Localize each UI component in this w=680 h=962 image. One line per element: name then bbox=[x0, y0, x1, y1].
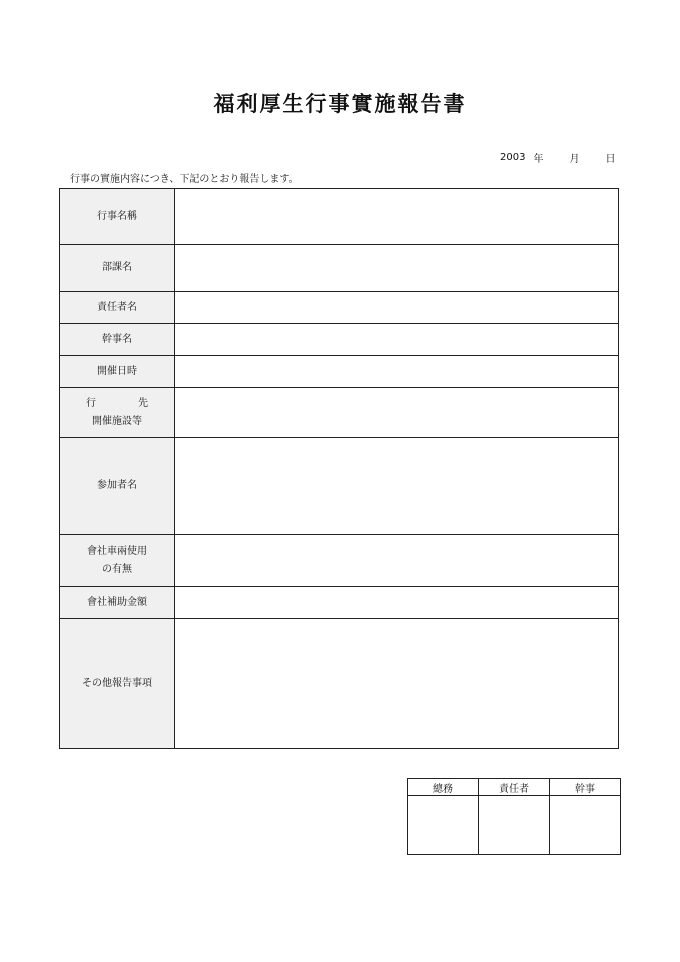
form-row-company-car bbox=[60, 535, 619, 587]
report-form-table bbox=[59, 188, 619, 749]
label-destination-left: 行 bbox=[86, 397, 96, 409]
form-row-department bbox=[60, 245, 619, 292]
field-manager[interactable] bbox=[175, 292, 619, 324]
stamp-box-general-affairs[interactable] bbox=[408, 796, 479, 855]
date-year-unit: 年 bbox=[533, 153, 544, 165]
form-row-datetime bbox=[60, 356, 619, 388]
form-row-manager bbox=[60, 292, 619, 324]
field-subsidy[interactable] bbox=[175, 587, 619, 619]
label-participants: 参加者名 bbox=[60, 438, 175, 535]
label-destination-right: 先 bbox=[138, 397, 148, 409]
label-department: 部課名 bbox=[60, 245, 175, 292]
stamp-box-manager[interactable] bbox=[479, 796, 550, 855]
label-company-car bbox=[60, 535, 175, 587]
label-subsidy: 會社補助金額 bbox=[60, 587, 175, 619]
date-day-unit: 日 bbox=[605, 153, 616, 165]
intro-text: 行事の實施内容につき、下記のとおり報告します。 bbox=[70, 174, 299, 185]
approval-header-organizer: 幹事 bbox=[550, 779, 621, 796]
field-participants[interactable] bbox=[175, 438, 619, 535]
stamp-box-organizer[interactable] bbox=[550, 796, 621, 855]
label-organizer: 幹事名 bbox=[60, 324, 175, 356]
label-manager: 責任者名 bbox=[60, 292, 175, 324]
approval-stamp-table bbox=[407, 778, 621, 855]
approval-header-manager: 責任者 bbox=[479, 779, 550, 796]
label-datetime: 開催日時 bbox=[60, 356, 175, 388]
label-destination-line1 bbox=[60, 395, 174, 413]
form-row-event-name bbox=[60, 189, 619, 245]
form-row-organizer bbox=[60, 324, 619, 356]
form-row-other-notes bbox=[60, 619, 619, 749]
label-other-notes: その他報告事項 bbox=[60, 619, 175, 749]
date-year: 2003 bbox=[500, 151, 526, 163]
label-event-name: 行事名稱 bbox=[60, 189, 175, 245]
approval-stamp-row bbox=[408, 796, 621, 855]
approval-header-row bbox=[408, 779, 621, 796]
field-destination[interactable] bbox=[175, 388, 619, 438]
label-company-car-line1: 會社車兩使用 bbox=[87, 545, 147, 557]
field-datetime[interactable] bbox=[175, 356, 619, 388]
field-organizer[interactable] bbox=[175, 324, 619, 356]
field-event-name[interactable] bbox=[175, 189, 619, 245]
form-row-destination bbox=[60, 388, 619, 438]
field-department[interactable] bbox=[175, 245, 619, 292]
field-company-car[interactable] bbox=[175, 535, 619, 587]
approval-header-general-affairs: 總務 bbox=[408, 779, 479, 796]
label-destination bbox=[60, 388, 175, 438]
label-company-car-line2: の有無 bbox=[102, 563, 132, 575]
report-date bbox=[470, 150, 625, 164]
label-destination-line2: 開催施設等 bbox=[92, 415, 142, 427]
form-row-participants bbox=[60, 438, 619, 535]
form-row-subsidy bbox=[60, 587, 619, 619]
field-other-notes[interactable] bbox=[175, 619, 619, 749]
document-title: 福利厚生行事實施報告書 bbox=[213, 91, 467, 116]
date-month-unit: 月 bbox=[569, 153, 580, 165]
